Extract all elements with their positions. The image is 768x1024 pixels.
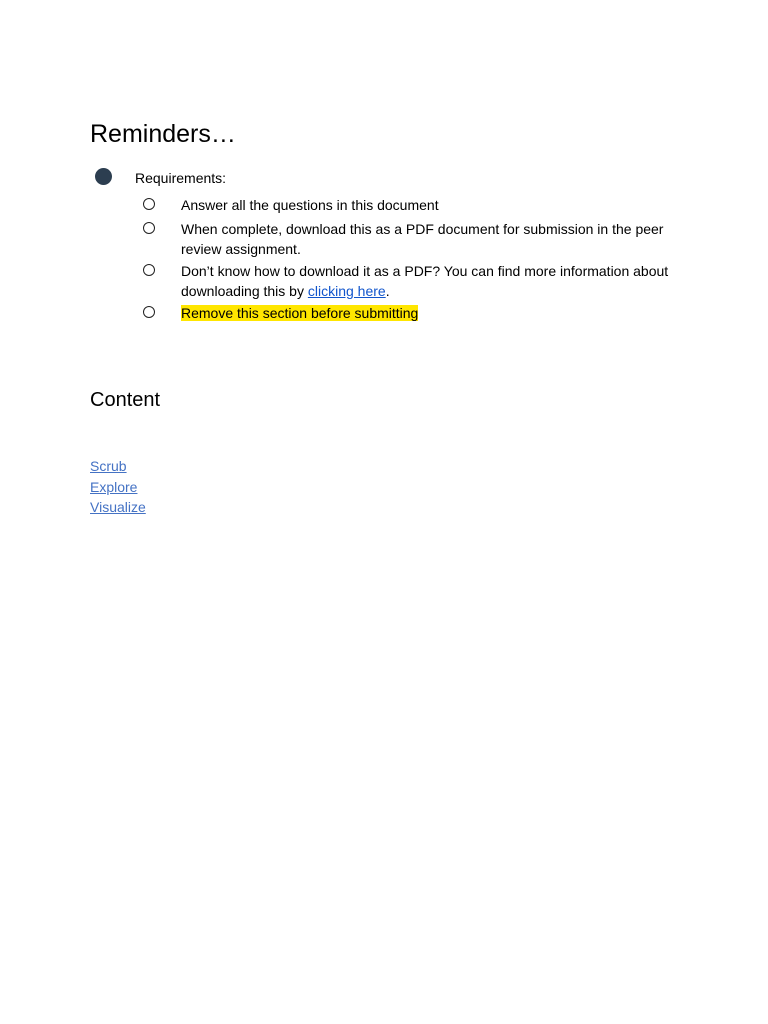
explore-link[interactable]: Explore bbox=[90, 479, 138, 495]
filled-bullet-icon bbox=[95, 168, 112, 185]
visualize-link[interactable]: Visualize bbox=[90, 499, 146, 515]
reminders-heading: Reminders… bbox=[90, 120, 236, 148]
content-heading: Content bbox=[90, 389, 161, 411]
list-item-text bbox=[181, 303, 681, 323]
list-item-text bbox=[181, 261, 681, 301]
list-item-text-before: Don’t know how to download it as a PDF? You can find more information about downloading this by bbox=[181, 263, 669, 299]
scrub-link[interactable]: Scrub bbox=[90, 458, 127, 474]
clicking-here-link[interactable]: clicking here bbox=[307, 283, 386, 299]
hollow-bullet-icon bbox=[143, 222, 155, 234]
hollow-bullet-icon bbox=[143, 264, 155, 276]
list-item-text-after: . bbox=[385, 283, 390, 299]
list-item-text: Answer all the questions in this document bbox=[181, 197, 439, 213]
list-item-text: When complete, download this as a PDF document for submission in the peer review assignment. bbox=[181, 221, 664, 257]
highlighted-text: Remove this section before submitting bbox=[181, 305, 419, 321]
requirements-label: Requirements: bbox=[135, 170, 227, 186]
hollow-bullet-icon bbox=[143, 198, 155, 210]
hollow-bullet-icon bbox=[143, 306, 155, 318]
